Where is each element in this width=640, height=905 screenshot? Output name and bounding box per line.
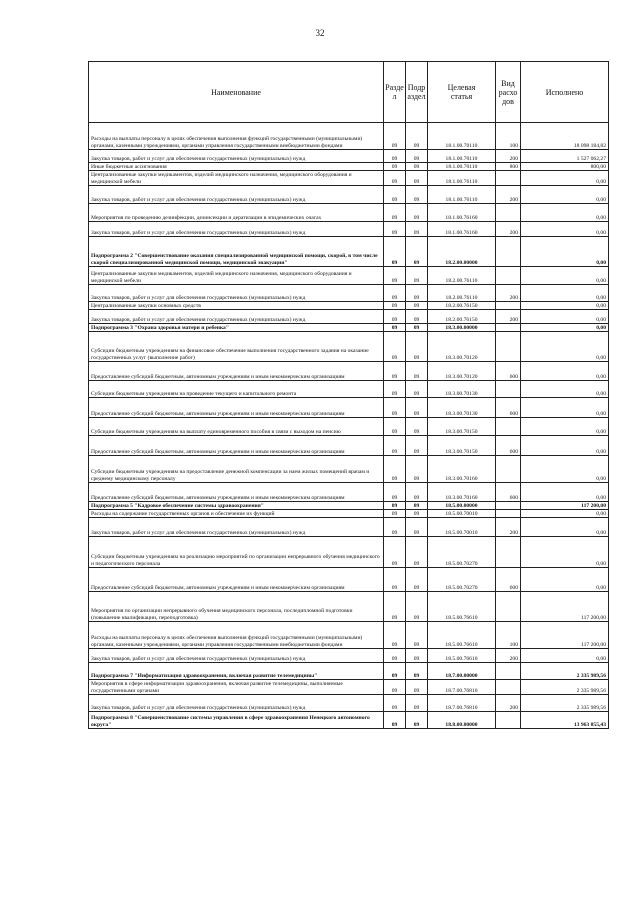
row-podrazdel: 09 xyxy=(406,123,428,150)
row-podrazdel: 09 xyxy=(406,622,428,649)
row-expense-type xyxy=(496,381,521,398)
row-target-article: 18.5.00.76610 xyxy=(428,649,496,663)
row-expense-type xyxy=(496,510,521,518)
row-razdel: 09 xyxy=(384,592,406,622)
table-row xyxy=(89,310,609,324)
row-podrazdel: 09 xyxy=(406,237,428,267)
row-razdel: 09 xyxy=(384,171,406,186)
row-amount: 0,00 xyxy=(521,267,609,285)
row-expense-type: 200 xyxy=(496,310,521,324)
header-name: Наименование xyxy=(89,62,384,123)
row-name: Предоставление субсидий бюджетным, автономным учреждениям и иным некоммерческим организациям xyxy=(89,436,384,456)
row-podrazdel: 09 xyxy=(406,436,428,456)
row-name: Централизованные закупки медикаментов, изделий медицинского назначения, медицинского оборудования и медицинской мебели xyxy=(89,267,384,285)
row-expense-type: 100 xyxy=(496,123,521,150)
row-target-article: 18.3.00.70160 xyxy=(428,483,496,502)
row-razdel: 09 xyxy=(384,537,406,568)
row-podrazdel: 09 xyxy=(406,418,428,436)
row-target-article: 18.5.00.70010 xyxy=(428,510,496,518)
row-name: Закупка товаров, работ и услуг для обеспечения государственных (муниципальных) нужд xyxy=(89,695,384,712)
row-name: Закупка товаров, работ и услуг для обеспечения государственных (муниципальных) нужд xyxy=(89,222,384,237)
row-razdel: 09 xyxy=(384,267,406,285)
table-row xyxy=(89,712,609,729)
row-name: Субсидии бюджетным учреждениям на проведение текущего и капитального ремонта xyxy=(89,381,384,398)
header-podrazdel: Подр аздел xyxy=(406,62,428,123)
table-row xyxy=(89,163,609,171)
row-podrazdel: 09 xyxy=(406,222,428,237)
table-row xyxy=(89,518,609,537)
row-amount: 0,00 xyxy=(521,222,609,237)
row-expense-type: 200 xyxy=(496,518,521,537)
row-expense-type xyxy=(496,537,521,568)
header-razdel: Разде л xyxy=(384,62,406,123)
row-amount: 0,00 xyxy=(521,537,609,568)
row-target-article: 18.2.00.76110 xyxy=(428,267,496,285)
row-target-article: 18.7.00.00000 xyxy=(428,663,496,680)
table-row xyxy=(89,436,609,456)
row-expense-type: 600 xyxy=(496,568,521,592)
row-podrazdel: 09 xyxy=(406,285,428,302)
row-name: Мероприятия по проведению дезинфекции, дезинсекции и дератизации в эпидемических очагах xyxy=(89,204,384,222)
table-row xyxy=(89,456,609,483)
row-podrazdel: 09 xyxy=(406,332,428,362)
row-razdel: 09 xyxy=(384,362,406,381)
row-name: Подпрограмма 3 "Охрана здоровья матери и ребенка" xyxy=(89,324,384,332)
row-amount: 13 963 855,43 xyxy=(521,712,609,729)
table-row xyxy=(89,502,609,510)
row-amount: 117 200,00 xyxy=(521,502,609,510)
row-amount: 0,00 xyxy=(521,381,609,398)
row-podrazdel: 09 xyxy=(406,150,428,163)
row-name: Расходы на выплаты персоналу в целях обеспечения выполнения функций государственными (муниципальными) органами, казенными учреждениями, органами управления государственными внебюджетными фондами xyxy=(89,123,384,150)
row-podrazdel: 09 xyxy=(406,204,428,222)
table-row xyxy=(89,237,609,267)
row-name: Закупка товаров, работ и услуг для обеспечения государственных (муниципальных) нужд xyxy=(89,518,384,537)
row-expense-type: 100 xyxy=(496,622,521,649)
row-razdel: 09 xyxy=(384,332,406,362)
row-podrazdel: 09 xyxy=(406,362,428,381)
row-expense-type: 200 xyxy=(496,186,521,204)
row-amount: 0,00 xyxy=(521,186,609,204)
row-name: Закупка товаров, работ и услуг для обеспечения государственных (муниципальных) нужд xyxy=(89,285,384,302)
table-row xyxy=(89,680,609,695)
row-razdel: 09 xyxy=(384,649,406,663)
row-razdel: 09 xyxy=(384,568,406,592)
row-name: Закупка товаров, работ и услуг для обеспечения государственных (муниципальных) нужд xyxy=(89,186,384,204)
table-row xyxy=(89,285,609,302)
table-row xyxy=(89,483,609,502)
table-row xyxy=(89,267,609,285)
row-target-article: 18.5.00.00000 xyxy=(428,502,496,510)
row-razdel: 09 xyxy=(384,680,406,695)
table-row xyxy=(89,332,609,362)
row-expense-type xyxy=(496,267,521,285)
table-row xyxy=(89,362,609,381)
row-podrazdel: 09 xyxy=(406,163,428,171)
row-expense-type xyxy=(496,171,521,186)
row-amount: 2 335 989,56 xyxy=(521,680,609,695)
row-amount: 0,00 xyxy=(521,171,609,186)
table-row xyxy=(89,510,609,518)
row-amount: 0,00 xyxy=(521,518,609,537)
table-row xyxy=(89,204,609,222)
row-amount: 0,00 xyxy=(521,362,609,381)
row-amount: 0,00 xyxy=(521,332,609,362)
row-target-article: 18.1.00.70110 xyxy=(428,150,496,163)
row-name: Мероприятия по организации непрерывного обучения медицинского персонала, последипломной подготовки (повышение квалификации, переподготовка) xyxy=(89,592,384,622)
row-podrazdel: 09 xyxy=(406,695,428,712)
row-amount: 0,00 xyxy=(521,483,609,502)
row-name: Предоставление субсидий бюджетным, автономным учреждениям и иным некоммерческим организациям xyxy=(89,483,384,502)
row-razdel: 09 xyxy=(384,456,406,483)
row-expense-type: 600 xyxy=(496,436,521,456)
row-target-article: 18.1.00.76110 xyxy=(428,186,496,204)
table-row xyxy=(89,418,609,436)
row-podrazdel: 09 xyxy=(406,649,428,663)
row-amount: 0,00 xyxy=(521,510,609,518)
row-razdel: 09 xyxy=(384,663,406,680)
row-podrazdel: 09 xyxy=(406,483,428,502)
row-expense-type xyxy=(496,456,521,483)
table-row xyxy=(89,663,609,680)
row-name: Субсидии бюджетным учреждениям на выплату единовременного пособия в связи с выходом на пенсию xyxy=(89,418,384,436)
row-expense-type xyxy=(496,592,521,622)
row-razdel: 09 xyxy=(384,712,406,729)
table-row xyxy=(89,186,609,204)
row-amount: 0,00 xyxy=(521,204,609,222)
row-razdel: 09 xyxy=(384,150,406,163)
row-razdel: 09 xyxy=(384,622,406,649)
table-row xyxy=(89,150,609,163)
row-razdel: 09 xyxy=(384,418,406,436)
row-amount: 0,00 xyxy=(521,302,609,310)
row-target-article: 18.3.00.70150 xyxy=(428,418,496,436)
row-amount: 0,00 xyxy=(521,418,609,436)
row-podrazdel: 09 xyxy=(406,398,428,418)
row-target-article: 18.5.00.76610 xyxy=(428,592,496,622)
row-expense-type xyxy=(496,332,521,362)
row-expense-type xyxy=(496,502,521,510)
row-expense-type xyxy=(496,712,521,729)
row-target-article: 18.1.00.76160 xyxy=(428,204,496,222)
row-expense-type xyxy=(496,204,521,222)
row-target-article: 18.3.00.70160 xyxy=(428,456,496,483)
row-target-article: 18.7.00.76810 xyxy=(428,680,496,695)
row-name: Субсидии бюджетным учреждениям на предоставление денежной компенсации за наем жилых помещений врачам и среднему медицинскому персоналу xyxy=(89,456,384,483)
page-number: 32 xyxy=(315,28,325,38)
row-target-article: 18.5.00.76610 xyxy=(428,622,496,649)
table-row xyxy=(89,324,609,332)
row-target-article: 18.5.00.70270 xyxy=(428,537,496,568)
row-name: Подпрограмма 2 "Совершенствование оказания специализированной медицинской помощи, скорой, в том числе скорой специализированной медицинской помощи, медицинской эвакуации" xyxy=(89,237,384,267)
row-target-article: 18.2.00.76150 xyxy=(428,310,496,324)
row-name: Мероприятия в сфере информатизации здравоохранения, включая развитие телемедицины, выполняемые государственными органами xyxy=(89,680,384,695)
row-target-article: 18.5.00.70270 xyxy=(428,568,496,592)
row-target-article: 18.3.00.70150 xyxy=(428,436,496,456)
row-amount: 18 098 184,82 xyxy=(521,123,609,150)
row-expense-type: 800 xyxy=(496,163,521,171)
row-podrazdel: 09 xyxy=(406,324,428,332)
row-amount: 2 335 989,56 xyxy=(521,663,609,680)
table-row xyxy=(89,592,609,622)
row-amount: 2 335 989,56 xyxy=(521,695,609,712)
row-expense-type: 200 xyxy=(496,649,521,663)
row-target-article: 18.1.00.76110 xyxy=(428,171,496,186)
row-name: Субсидии бюджетным учреждениям на финансовое обеспечение выполнения государственного задания на оказание государственных услуг (выполнение работ) xyxy=(89,332,384,362)
row-amount: 0,00 xyxy=(521,436,609,456)
row-expense-type xyxy=(496,680,521,695)
row-podrazdel: 09 xyxy=(406,592,428,622)
row-target-article: 18.1.00.70110 xyxy=(428,163,496,171)
row-amount: 117 200,00 xyxy=(521,622,609,649)
row-amount: 117 200,00 xyxy=(521,592,609,622)
row-target-article: 18.5.00.70010 xyxy=(428,518,496,537)
row-name: Централизованные закупки медикаментов, изделий медицинского назначения, медицинского оборудования и медицинской мебели xyxy=(89,171,384,186)
row-podrazdel: 09 xyxy=(406,568,428,592)
row-razdel: 09 xyxy=(384,510,406,518)
row-name: Предоставление субсидий бюджетным, автономным учреждениям и иным некоммерческим организациям xyxy=(89,568,384,592)
row-amount: 0,00 xyxy=(521,398,609,418)
row-razdel: 09 xyxy=(384,381,406,398)
row-amount: 0,00 xyxy=(521,649,609,663)
row-name: Предоставление субсидий бюджетным, автономным учреждениям и иным некоммерческим организациям xyxy=(89,398,384,418)
row-razdel: 09 xyxy=(384,483,406,502)
row-target-article: 18.7.00.76810 xyxy=(428,695,496,712)
row-amount: 800,00 xyxy=(521,163,609,171)
table-row xyxy=(89,622,609,649)
row-razdel: 09 xyxy=(384,518,406,537)
row-target-article: 18.3.00.70130 xyxy=(428,381,496,398)
row-target-article: 18.2.00.76150 xyxy=(428,302,496,310)
table-row xyxy=(89,381,609,398)
table-row xyxy=(89,695,609,712)
row-amount: 0,00 xyxy=(521,568,609,592)
row-razdel: 09 xyxy=(384,310,406,324)
row-expense-type: 200 xyxy=(496,695,521,712)
table-header-row xyxy=(89,62,609,123)
row-podrazdel: 09 xyxy=(406,663,428,680)
row-name: Расходы на содержание государственных органов и обеспечение их функций xyxy=(89,510,384,518)
header-expense-type: Вид расхо дов xyxy=(496,62,521,123)
row-name: Расходы на выплаты персоналу в целях обеспечения выполнения функций государственными (муниципальными) органами, казенными учреждениями, органами управления государственными внебюджетными фондами xyxy=(89,622,384,649)
row-razdel: 09 xyxy=(384,222,406,237)
row-target-article: 18.1.00.76160 xyxy=(428,222,496,237)
row-podrazdel: 09 xyxy=(406,381,428,398)
row-name: Закупка товаров, работ и услуг для обеспечения государственных (муниципальных) нужд xyxy=(89,649,384,663)
row-razdel: 09 xyxy=(384,204,406,222)
row-amount: 1 527 062,27 xyxy=(521,150,609,163)
row-expense-type: 200 xyxy=(496,285,521,302)
row-name: Подпрограмма 5 "Кадровое обеспечение системы здравоохранения" xyxy=(89,502,384,510)
row-name: Субсидии бюджетным учреждениям на реализацию мероприятий по организации непрерывного обучения медицинского и педагогического персонала xyxy=(89,537,384,568)
row-target-article: 18.2.00.76110 xyxy=(428,285,496,302)
table-row xyxy=(89,123,609,150)
row-expense-type: 600 xyxy=(496,362,521,381)
row-target-article: 18.3.00.00000 xyxy=(428,324,496,332)
row-expense-type xyxy=(496,663,521,680)
row-razdel: 09 xyxy=(384,324,406,332)
row-target-article: 18.3.00.70120 xyxy=(428,332,496,362)
row-razdel: 09 xyxy=(384,237,406,267)
row-amount: 0,00 xyxy=(521,310,609,324)
table-row xyxy=(89,568,609,592)
row-podrazdel: 09 xyxy=(406,310,428,324)
row-name: Иные бюджетные ассигнования xyxy=(89,163,384,171)
header-executed: Исполнено xyxy=(521,62,609,123)
row-razdel: 09 xyxy=(384,123,406,150)
row-expense-type: 200 xyxy=(496,222,521,237)
row-razdel: 09 xyxy=(384,436,406,456)
row-name: Централизованные закупки основных средств xyxy=(89,302,384,310)
row-podrazdel: 09 xyxy=(406,302,428,310)
row-name: Предоставление субсидий бюджетным, автономным учреждениям и иным некоммерческим организациям xyxy=(89,362,384,381)
budget-table xyxy=(88,61,609,729)
row-expense-type: 600 xyxy=(496,398,521,418)
row-razdel: 09 xyxy=(384,186,406,204)
row-target-article: 18.2.00.00000 xyxy=(428,237,496,267)
row-expense-type xyxy=(496,418,521,436)
row-expense-type xyxy=(496,324,521,332)
row-amount: 0,00 xyxy=(521,324,609,332)
row-expense-type: 600 xyxy=(496,483,521,502)
row-amount: 0,00 xyxy=(521,456,609,483)
row-name: Закупка товаров, работ и услуг для обеспечения государственных (муниципальных) нужд xyxy=(89,150,384,163)
row-expense-type xyxy=(496,237,521,267)
row-name: Подпрограмма 8 "Совершенствование системы управления в сфере здравоохранения Ненецкого автономного округа" xyxy=(89,712,384,729)
row-target-article: 18.3.00.70130 xyxy=(428,398,496,418)
row-razdel: 09 xyxy=(384,163,406,171)
table-row xyxy=(89,302,609,310)
row-amount: 0,00 xyxy=(521,237,609,267)
row-podrazdel: 09 xyxy=(406,510,428,518)
header-target-article: Целевая статья xyxy=(428,62,496,123)
table-row xyxy=(89,222,609,237)
row-razdel: 09 xyxy=(384,502,406,510)
table-row xyxy=(89,171,609,186)
row-name: Подпрограмма 7 "Информатизация здравоохранения, включая развитие телемедицины" xyxy=(89,663,384,680)
row-razdel: 09 xyxy=(384,695,406,712)
row-target-article: 18.1.00.70110 xyxy=(428,123,496,150)
table-row xyxy=(89,649,609,663)
row-amount: 0,00 xyxy=(521,285,609,302)
row-expense-type xyxy=(496,302,521,310)
table-body xyxy=(89,123,609,729)
row-podrazdel: 09 xyxy=(406,518,428,537)
table-row xyxy=(89,398,609,418)
row-podrazdel: 09 xyxy=(406,680,428,695)
row-razdel: 09 xyxy=(384,285,406,302)
row-podrazdel: 09 xyxy=(406,456,428,483)
row-podrazdel: 09 xyxy=(406,537,428,568)
row-podrazdel: 09 xyxy=(406,171,428,186)
row-target-article: 18.8.00.00000 xyxy=(428,712,496,729)
row-name: Закупка товаров, работ и услуг для обеспечения государственных (муниципальных) нужд xyxy=(89,310,384,324)
row-podrazdel: 09 xyxy=(406,267,428,285)
row-podrazdel: 09 xyxy=(406,502,428,510)
table-row xyxy=(89,537,609,568)
row-razdel: 09 xyxy=(384,302,406,310)
row-podrazdel: 09 xyxy=(406,186,428,204)
row-expense-type: 200 xyxy=(496,150,521,163)
row-target-article: 18.3.00.70120 xyxy=(428,362,496,381)
row-razdel: 09 xyxy=(384,398,406,418)
row-podrazdel: 09 xyxy=(406,712,428,729)
